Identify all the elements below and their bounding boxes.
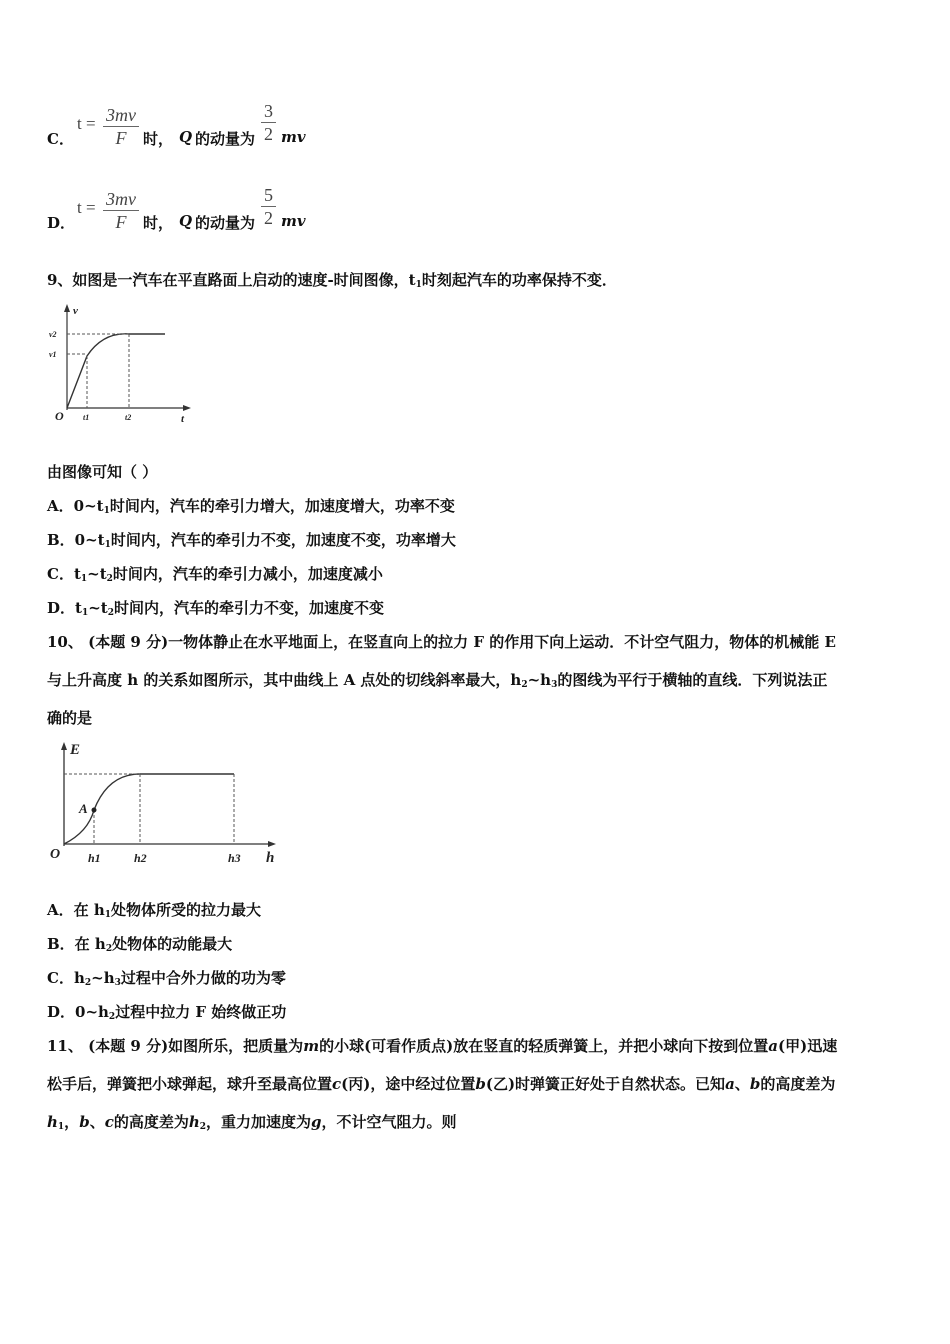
q10-label-a: A: [79, 801, 88, 816]
q9-y-arrow: [64, 304, 70, 312]
q11-l1-m: m: [303, 1037, 320, 1055]
q10-option-d-text: 过程中拉力 F 始终做正功: [115, 1003, 287, 1021]
q9-option-c-sub2: 2: [106, 574, 113, 584]
q10-energy-height-graph: [44, 738, 294, 868]
q9-option-c-sub1: 1: [80, 574, 88, 584]
coef-numerator: 3: [261, 100, 276, 123]
q9-label-t1: t1: [83, 413, 90, 422]
q9-option-d-mid: ~t: [88, 599, 108, 617]
q10-option-c-sub2: 3: [114, 978, 121, 988]
q10-axis-e: E: [70, 742, 81, 758]
q11-l3-h2: h: [188, 1113, 200, 1131]
q10-line2-sub1: 2: [521, 680, 528, 690]
q10-option-d-sub: 2: [108, 1012, 116, 1022]
q9-x-arrow: [183, 405, 191, 411]
option-d-mv: mv: [281, 212, 306, 230]
q9-stem: [47, 270, 617, 295]
coef-numerator: 5: [261, 184, 276, 207]
q11-l2-pos-c: c: [332, 1075, 342, 1093]
q9-option-b-lead: B．0~t: [47, 531, 105, 549]
q11-line1: [47, 1036, 837, 1056]
q10-option-b-sub: 2: [105, 944, 113, 954]
q11-l3-sub1: 1: [57, 1122, 65, 1132]
fraction-numerator: 3mv: [103, 104, 139, 127]
fraction-numerator: 3mv: [103, 188, 139, 211]
q10-line2-a: 与上升高度 h 的关系如图所示，其中曲线上 A 点处的切线斜率最大，h: [47, 671, 522, 689]
q10-option-b-lead: B．在 h: [47, 935, 106, 953]
q10-origin: O: [50, 847, 61, 862]
q11-l3-g: g: [311, 1113, 322, 1131]
option-c-coef-fraction: [261, 100, 276, 145]
option-c-mv: mv: [281, 128, 306, 146]
q10-option-c-lead: C．h: [47, 969, 85, 987]
q10-line2-mid: ~h: [527, 671, 552, 689]
option-d-mid: 时，: [143, 214, 174, 232]
option-d-q: Q: [179, 212, 193, 230]
q11-l3-d: 的高度差为: [113, 1113, 189, 1131]
q11-l3-sub2: 2: [199, 1122, 207, 1132]
q10-option-d: [47, 1002, 286, 1027]
q9-axis-t: t: [181, 413, 185, 425]
q9-option-c-text: 时间内，汽车的牵引力减小，加速度减小: [112, 565, 383, 583]
q9-velocity-curve: [67, 334, 165, 408]
coef-denominator: 2: [264, 124, 273, 144]
q10-option-c-text: 过程中合外力做的功为零: [120, 969, 286, 987]
option-c-q-text: 的动量为: [195, 130, 256, 148]
q10-option-a: [47, 900, 261, 925]
q11-l3-comma: ，: [64, 1113, 80, 1131]
q9-option-a-lead: A．0~t: [47, 497, 104, 515]
option-c-q: Q: [179, 128, 193, 146]
fraction-denominator: F: [115, 212, 127, 232]
q11-l3-var-b: b: [79, 1113, 90, 1131]
q10-energy-curve: [64, 774, 234, 844]
q9-option-c: [47, 564, 383, 589]
option-c-t-eq: t =: [77, 114, 96, 133]
q10-line2: [47, 670, 827, 695]
option-d-t-eq: t =: [77, 198, 96, 217]
q11-l2-var-a: a: [725, 1075, 735, 1093]
q10-point-a: [92, 808, 97, 813]
q9-option-b-sub: 1: [104, 540, 111, 550]
option-d-letter: D．: [47, 214, 76, 232]
q9-stem-sub: 1: [415, 280, 422, 290]
option-d-time-fraction: [103, 188, 139, 233]
q9-option-b: [47, 530, 456, 555]
q10-y-arrow: [61, 742, 67, 750]
q9-stem-a: 9、如图是一汽车在平直路面上启动的速度-时间图像，t: [47, 271, 416, 289]
q10-line2-sub2: 3: [551, 680, 558, 690]
q9-option-a: [47, 496, 455, 521]
option-d-q-text: 的动量为: [195, 214, 256, 232]
q10-option-c-sub1: 2: [84, 978, 92, 988]
coef-denominator: 2: [264, 208, 273, 228]
q10-label-h2: h2: [134, 851, 147, 865]
q10-option-c: [47, 968, 286, 993]
q9-label-v2: v2: [49, 330, 57, 339]
q11-l2-sep: 、: [734, 1075, 750, 1093]
q11-l3-h1: h: [47, 1113, 58, 1131]
q9-label-v1: v1: [49, 350, 57, 359]
q11-line3: [47, 1112, 457, 1137]
q9-option-d: [47, 598, 384, 623]
option-c-mid: 时，: [143, 130, 174, 148]
option-d-coef-fraction: [261, 184, 276, 229]
q11-l2-var-b: b: [749, 1075, 761, 1093]
q9-option-a-text: 时间内，汽车的牵引力增大，加速度增大，功率不变: [109, 497, 455, 515]
q11-l1-c: (甲)迅速: [778, 1037, 838, 1055]
q11-l3-var-c: c: [104, 1113, 114, 1131]
q11-l1-pos-a: a: [768, 1037, 778, 1055]
q10-label-h1: h1: [88, 851, 101, 865]
q10-option-b: [47, 934, 232, 959]
q10-label-h3: h3: [228, 851, 241, 865]
q9-option-d-sub2: 2: [107, 608, 114, 618]
q10-option-b-text: 处物体的动能最大: [112, 935, 233, 953]
q10-line2-b: 的图线为平行于横轴的直线．下列说法正: [557, 671, 828, 689]
q10-axis-h: h: [266, 850, 275, 866]
q9-option-d-sub1: 1: [81, 608, 89, 618]
q10-x-arrow: [268, 841, 276, 847]
option-c-time-fraction: [103, 104, 139, 149]
q9-option-a-sub: 1: [103, 506, 110, 516]
q9-velocity-time-graph: [45, 302, 205, 427]
q10-option-a-sub: 1: [104, 910, 112, 920]
q11-l1-b: 的小球(可看作质点)放在竖直的轻质弹簧上，并把小球向下按到位置: [319, 1037, 769, 1055]
q9-option-c-mid: ~t: [87, 565, 107, 583]
q9-label-t2: t2: [125, 413, 132, 422]
q9-option-d-lead: D．t: [47, 599, 82, 617]
q10-line1: 10、 (本题 9 分)一物体静止在水平地面上，在竖直向上的拉力 F 的作用下向上运动．不计空气阻力，物体的机械能 E: [47, 633, 836, 651]
q11-l1-a: 11、 (本题 9 分)如图所乐，把质量为: [47, 1037, 304, 1055]
q10-option-c-mid: ~h: [91, 969, 115, 987]
q10-option-a-text: 处物体所受的拉力最大: [111, 901, 262, 919]
q11-l2-a: 松手后，弹簧把小球弹起，球升至最高位置: [47, 1075, 333, 1093]
q11-l2-pos-b: b: [475, 1075, 486, 1093]
q11-l2-d: (乙)时弹簧正好处于自然状态。已知: [485, 1075, 726, 1093]
q9-option-d-text: 时间内，汽车的牵引力不变，加速度不变: [113, 599, 384, 617]
option-c-letter: C．: [47, 130, 74, 148]
q9-axis-v: v: [73, 305, 78, 317]
q11-line2: [47, 1074, 835, 1094]
q10-line3: 确的是: [47, 709, 93, 727]
q9-prompt: 由图像可知（ ）: [47, 463, 158, 481]
q9-stem-b: 时刻起汽车的功率保持不变．: [421, 271, 617, 289]
q9-option-b-text: 时间内，汽车的牵引力不变，加速度不变，功率增大: [110, 531, 456, 549]
q10-option-a-lead: A．在 h: [47, 901, 105, 919]
q10-option-d-lead: D．0~h: [47, 1003, 109, 1021]
fraction-denominator: F: [115, 128, 127, 148]
q9-option-c-lead: C．t: [47, 565, 81, 583]
q11-l2-b: (丙)，途中经过位置: [341, 1075, 476, 1093]
q11-l3-f: ，不计空气阻力。则: [321, 1113, 457, 1131]
q9-origin: O: [55, 409, 64, 423]
q11-l3-e: ，重力加速度为: [206, 1113, 312, 1131]
q11-l3-sep: 、: [89, 1113, 105, 1131]
q11-l2-e: 的高度差为: [760, 1075, 836, 1093]
